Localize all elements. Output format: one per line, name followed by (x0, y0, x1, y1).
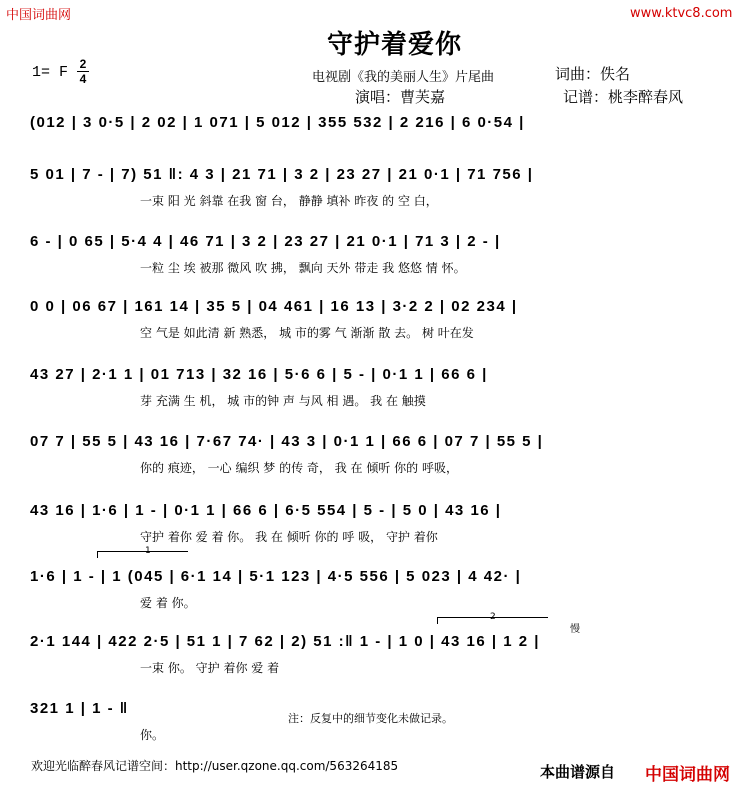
transcription-note: 注：反复中的细节变化未做记录。 (288, 712, 453, 725)
score-lyrics-row: 你的 痕迹， 一心 编织 梦 的传 奇， 我 在 倾听 你的 呼吸， (140, 461, 458, 475)
score-notes-row: 0 0 | 06 67 | 161 14 | 35 5 | 04 461 | 16 13 | 3·2 2 | 02 234 | (30, 298, 518, 315)
score-notes-row: 5 01 | 7 - | 7) 51 ‖: 4 3 | 21 71 | 3 2 | 23 27 | 21 0·1 | 71 756 | (30, 166, 534, 183)
footer-link[interactable]: 欢迎光临醉春风记谱空间：http://user.qzone.qq.com/563264185 (31, 759, 399, 773)
volta-number-1: 1 (145, 546, 151, 556)
score-notes-row: 1·6 | 1 - | 1 (045 | 6·1 14 | 5·1 123 | 4·5 556 | 5 023 | 4 42· | (30, 568, 522, 585)
score-lyrics-row: 一束 你。 守护 着你 爱 着 (140, 661, 280, 675)
score-notes-row: 43 27 | 2·1 1 | 01 713 | 32 16 | 5·6 6 | 5 - | 0·1 1 | 66 6 | (30, 366, 488, 383)
footer-source-site: 中国词曲网 (645, 765, 730, 785)
time-signature: 2 4 (77, 58, 89, 85)
score-notes-row: (012 | 3 0·5 | 2 02 | 1 071 | 5 012 | 355 532 | 2 216 | 6 0·54 | (30, 114, 525, 131)
score-lyrics-row: 芽 充满 生 机， 城 市的钟 声 与风 相 遇。 我 在 触摸 (140, 394, 426, 408)
footer-source-label: 本曲谱源自 (540, 763, 616, 781)
score-notes-row: 07 7 | 55 5 | 43 16 | 7·67 74· | 43 3 | 0·1 1 | 66 6 | 07 7 | 55 5 | (30, 433, 544, 450)
score-notes-row: 321 1 | 1 - ‖ (30, 700, 129, 717)
singer: 演唱：曹芙嘉 (355, 88, 446, 106)
score-lyrics-row: 一束 阳 光 斜靠 在我 窗 台， 静静 填补 昨夜 的 空 白， (140, 194, 438, 208)
score-notes-row: 43 16 | 1·6 | 1 - | 0·1 1 | 66 6 | 6·5 554 | 5 - | 5 0 | 43 16 | (30, 502, 502, 519)
slow-mark: 慢 (570, 624, 580, 635)
score-notes-row: 6 - | 0 65 | 5·4 4 | 46 71 | 3 2 | 23 27 | 21 0·1 | 71 3 | 2 - | (30, 233, 501, 250)
key-signature: 1= F (32, 64, 69, 81)
watermark-left: 中国词曲网 (6, 8, 72, 23)
volta-number-2: 2 (490, 612, 496, 622)
score-lyrics-row: 空 气是 如此清 新 熟悉， 城 市的雾 气 渐渐 散 去。 树 叶在发 (140, 326, 474, 340)
score-lyrics-row: 一粒 尘 埃 被那 微风 吹 拂， 飘向 天外 带走 我 悠悠 情 怀。 (140, 261, 466, 275)
watermark-right: www.ktvc8.com (630, 6, 733, 21)
score-lyrics-row: 爱 着 你。 (140, 596, 196, 610)
song-title: 守护着爱你 (327, 30, 463, 60)
score-notes-row: 2·1 144 | 422 2·5 | 51 1 | 7 62 | 2) 51 :‖ 1 - | 1 0 | 43 16 | 1 2 | (30, 633, 540, 650)
lyricist-composer: 词曲：佚名 (555, 65, 631, 83)
score-lyrics-row: 守护 着你 爱 着 你。 我 在 倾听 你的 呼 吸， 守护 着你 (140, 530, 438, 544)
score-lyrics-row: 你。 (140, 728, 165, 742)
volta-bracket-1 (97, 551, 188, 558)
transcriber: 记谱：桃李醉春风 (563, 88, 684, 106)
song-subtitle: 电视剧《我的美丽人生》片尾曲 (312, 70, 495, 85)
